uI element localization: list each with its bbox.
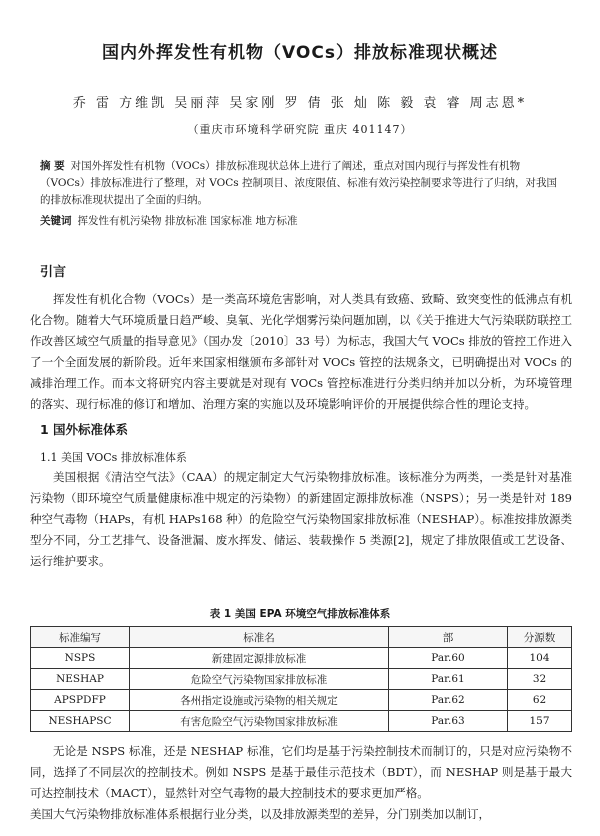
table-header-cell: 部 <box>389 627 508 648</box>
author-list: 乔 雷 方维凯 吴丽萍 吴家刚 罗 倩 张 灿 陈 毅 袁 睿 周志恩* <box>72 96 528 111</box>
intro-heading: 引言 <box>40 265 67 280</box>
post-table-text: 无论是 NSPS 标准，还是 NESHAP 标准，它们均是基于污染控制技术而制订的，只是对应污染物不同，选择了不同层次的控制技术。例如 NSPS 是基于最佳示范技术（BDT），而 NESHAP 则是基于最大可达控制技术（MACT），显然针对空气毒物的最大控制技术的要求更加严格。 <box>30 744 572 800</box>
table-cell: APSPDFP <box>31 690 130 711</box>
abstract-label: 摘 要 <box>40 160 65 172</box>
table-cell: 157 <box>508 711 572 732</box>
table-cell: Par.62 <box>389 690 508 711</box>
table-header-row <box>31 627 572 648</box>
table-row <box>31 711 572 732</box>
table-row <box>31 690 572 711</box>
table-cell: 104 <box>508 648 572 669</box>
paper-title: 国内外挥发性有机物（VOCs）排放标准现状概述 <box>102 43 498 63</box>
table-cell: Par.61 <box>389 669 508 690</box>
keywords <box>40 213 560 228</box>
table-header-cell: 分源数 <box>508 627 572 648</box>
table-cell: 新建固定源排放标准 <box>130 648 389 669</box>
affiliation: （重庆市环境科学研究院 重庆 401147） <box>187 123 413 136</box>
table-cell: 32 <box>508 669 572 690</box>
post-table-paragraph <box>30 741 572 825</box>
table-cell: Par.63 <box>389 711 508 732</box>
abstract <box>40 158 560 209</box>
table-cell: 有害危险空气污染物国家排放标准 <box>130 711 389 732</box>
table-header-cell: 标准名 <box>130 627 389 648</box>
table-cell: 危险空气污染物国家排放标准 <box>130 669 389 690</box>
intro-paragraph: 挥发性有机化合物（VOCs）是一类高环境危害影响，对人类具有致癌、致畸、致突变性的低沸点有机化合物。随着大气环境质量日趋严峻、臭氧、光化学烟雾污染问题加剧，以《关于推进大气污染联防联控工作改善区域空气质量的指导意见》（国办发〔2010〕33 号）为标志，我国大气 VOCs 排放的管控工作进入了一个全面发展的新阶段。近年来国家相继颁布多部针对 VOCs 管控的法规条文，已明确提出对 VOCs 的减排治理工作。而本文将研究内容主要就是对现有 VOCs 管控标准进行分类归纳并加以分析，为环境管理的落实、现行标准的修订和增加、治理方案的实施以及环境影响评价的开展提供综合性的理论支持。 <box>30 292 572 411</box>
abstract-text: 对国外挥发性有机物（VOCs）排放标准现状总体上进行了阐述，重点对国内现行与挥发性有机物（VOCs）排放标准进行了整理，对 VOCs 控制项目、浓度限值、标准有效污染控制要求等进行了归纳，对我国的排放标准现状提出了全面的归纳。 <box>40 160 558 206</box>
table-cell: NSPS <box>31 648 130 669</box>
table-cell: 各州指定设施或污染物的相关规定 <box>130 690 389 711</box>
table-cell: Par.60 <box>389 648 508 669</box>
post-table-last-line: 美国大气污染物排放标准体系根据行业分类，以及排放源类型的差异，分门别类加以制订， <box>30 807 490 821</box>
section-1-heading: 1 国外标准体系 <box>40 422 129 437</box>
table-row <box>31 648 572 669</box>
table-row <box>31 669 572 690</box>
section-1-1-heading: 1.1 美国 VOCs 排放标准体系 <box>40 451 187 464</box>
table-header-cell: 标准编写 <box>31 627 130 648</box>
keywords-label: 关键词 <box>40 215 72 227</box>
keywords-text: 挥发性有机污染物 排放标准 国家标准 地方标准 <box>77 215 298 227</box>
table-1-caption: 表 1 美国 EPA 环境空气排放标准体系 <box>209 608 391 620</box>
section-1-1-paragraph: 美国根据《清洁空气法》（CAA）的规定制定大气污染物排放标准。该标准分为两类，一类是针对基准污染物（即环境空气质量健康标准中规定的污染物）的新建固定源排放标准（NSPS）；另一类是针对 189 种空气毒物（HAPs，有机 HAPs168 种）的危险空气污染物国家排放标准（NESHAP）。标准按排放源类型分不同，分工艺排气、设备泄漏、废水挥发、储运、装载操作 5 类源[2]，规定了排放限值或工艺设备、运行维护要求。 <box>30 470 572 568</box>
table-cell: NESHAPSC <box>31 711 130 732</box>
table-cell: NESHAP <box>31 669 130 690</box>
table-cell: 62 <box>508 690 572 711</box>
table-1 <box>30 626 572 732</box>
